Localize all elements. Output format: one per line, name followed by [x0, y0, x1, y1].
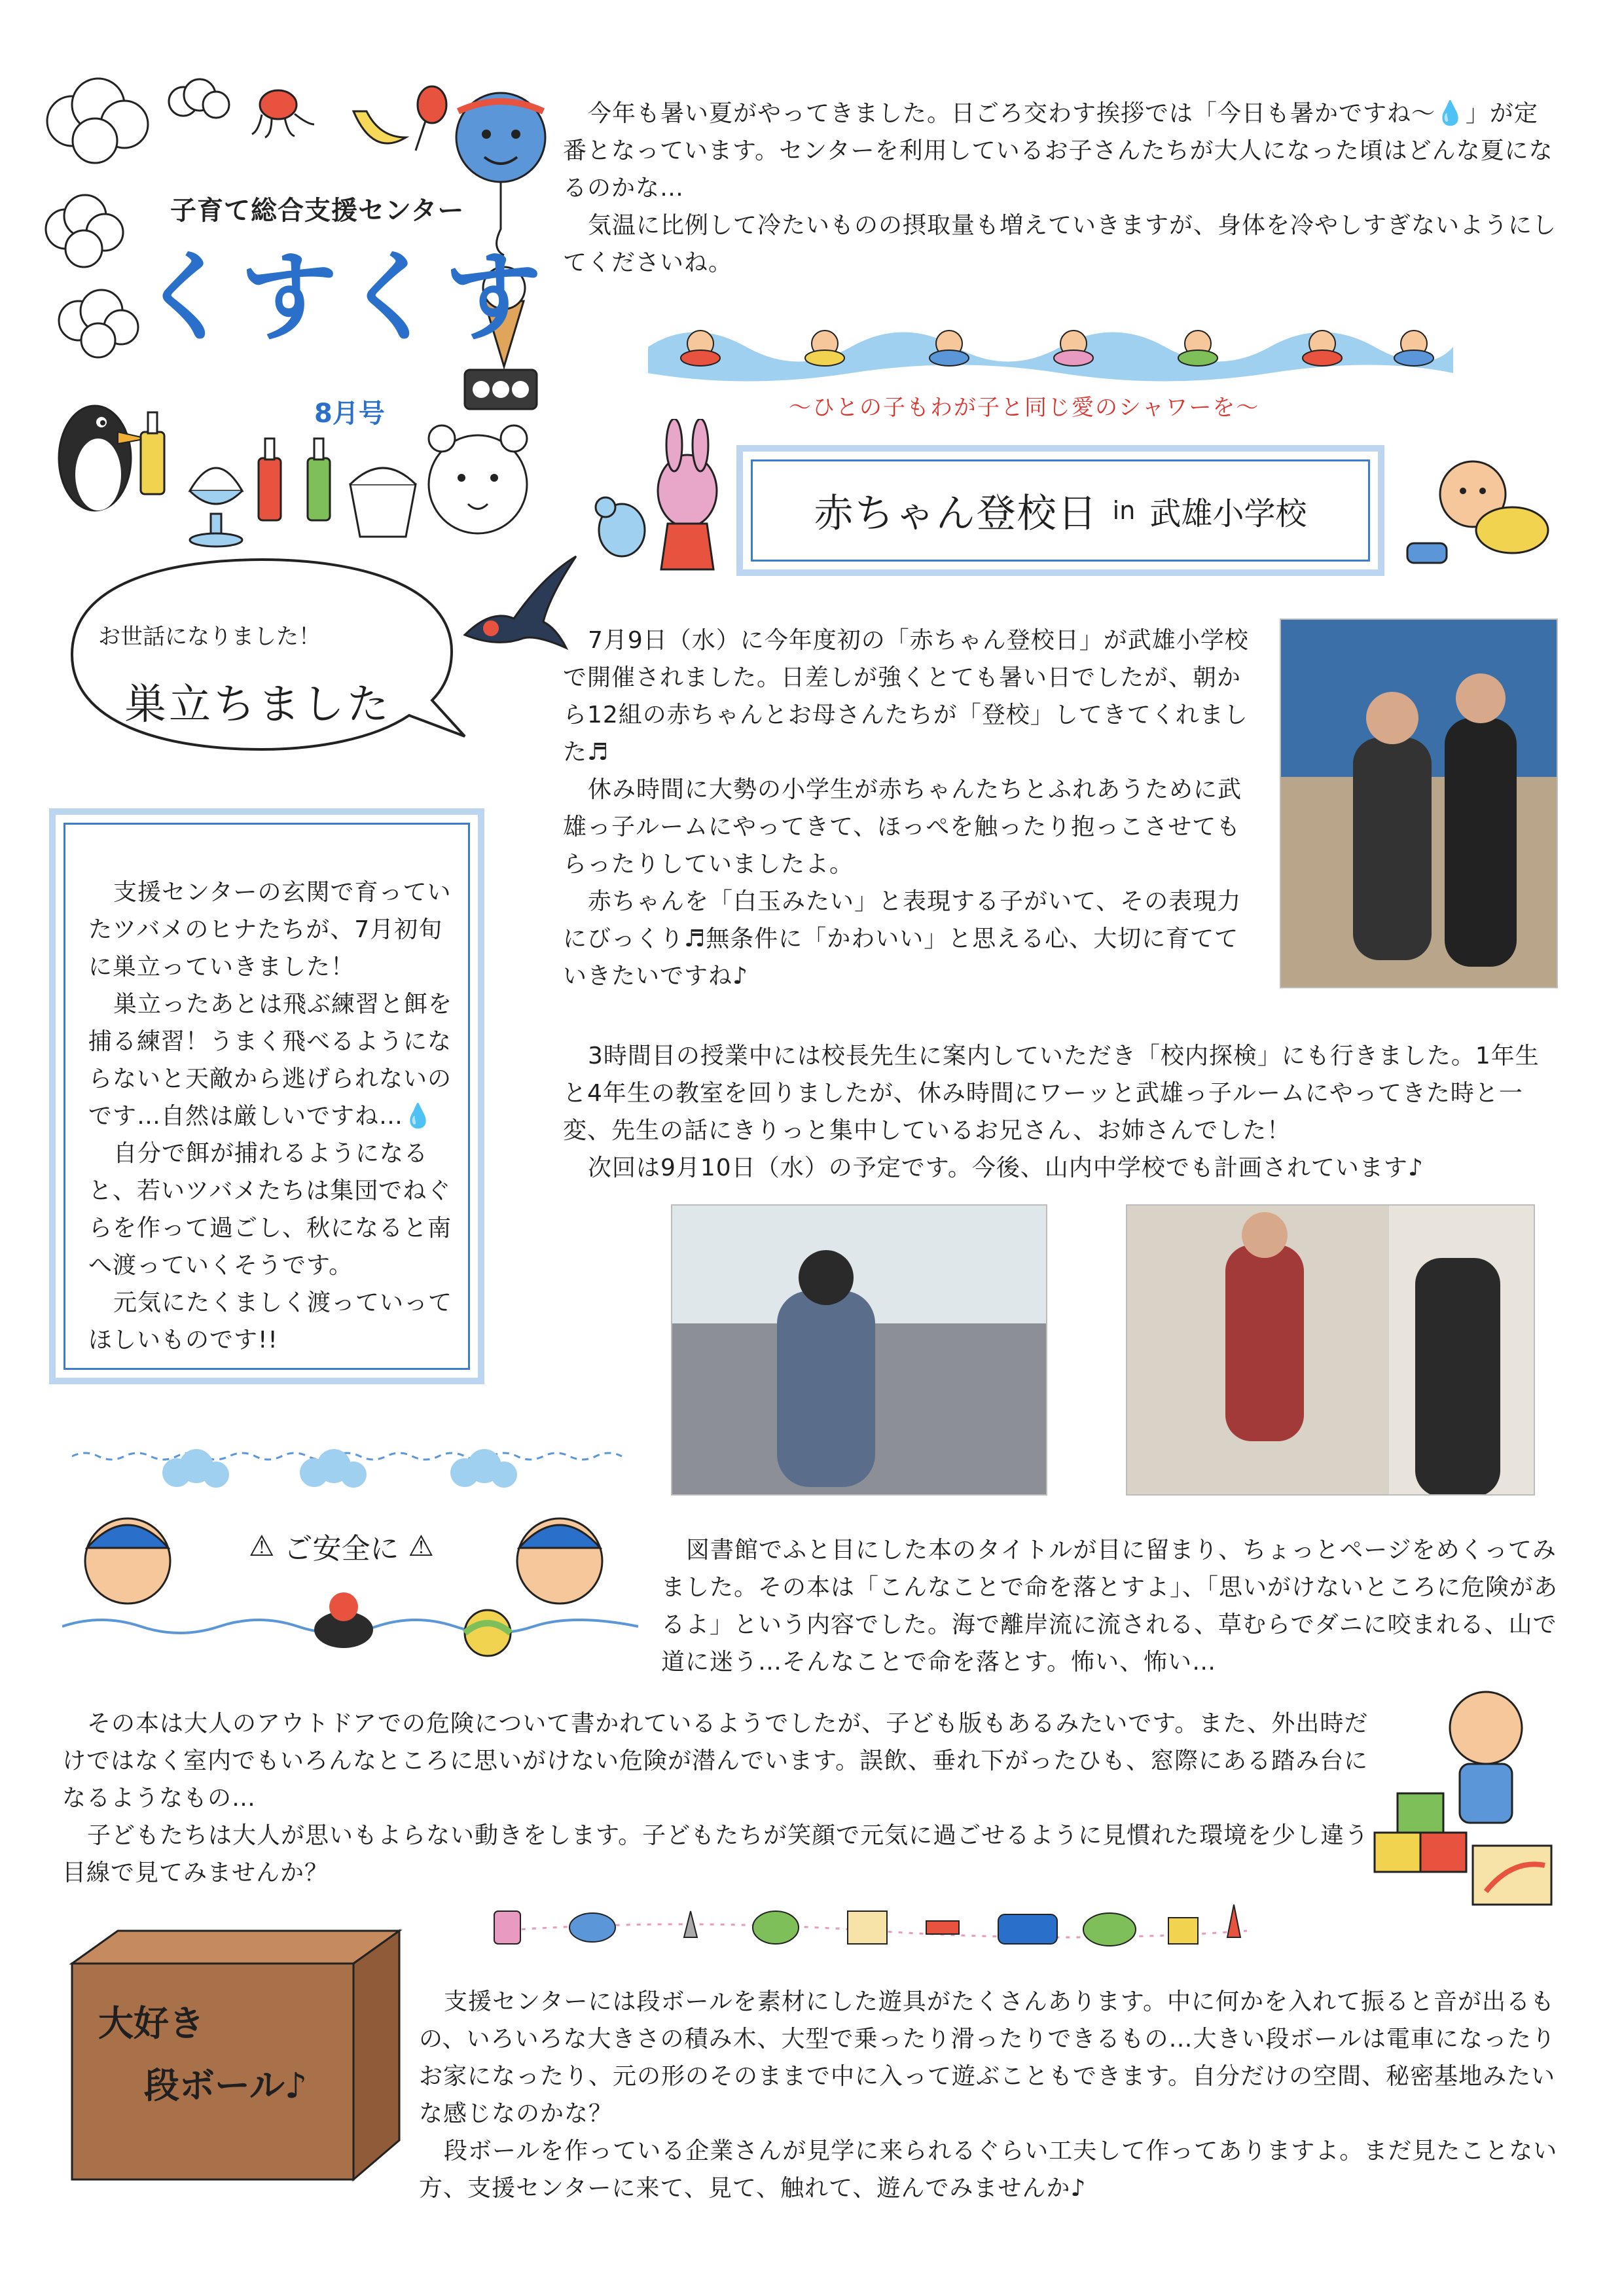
swallow-text [88, 874, 455, 1359]
safety-paragraph: その本は大人のアウトドアでの危険について書かれているようでしたが、子ども版もあるみたいです。また、外出時だけではなく室内でもいろんなところに思いがけない危険が潜んでいます。誤飲、垂れ下がったひも、窓際にある踏み台になるようなもの… [62, 1710, 1369, 1812]
bear-icon [429, 425, 527, 533]
watering-can-icon [569, 1913, 615, 1942]
fan-icon [416, 86, 446, 151]
baby-day-school: 武雄小学校 [1149, 495, 1307, 532]
photo-placeholder-1 [1281, 620, 1558, 988]
sand-mold-icon [848, 1911, 887, 1944]
center-name: 子育て総合支援センター [170, 196, 465, 226]
banana-icon [353, 111, 406, 143]
baby-day-photo-1 [1280, 619, 1558, 988]
baby-day-heading-in: in [1112, 496, 1136, 525]
bubble-caption: お世話になりました！ [98, 624, 321, 650]
bottle-icon [141, 412, 164, 494]
balloon-face-icon [456, 93, 545, 255]
pudding-mold-icon [1168, 1918, 1198, 1944]
cardboard-text [419, 1983, 1561, 2207]
toys-divider [481, 1892, 1267, 1964]
swallow-paragraph: 元気にたくましく渡っていってほしいものです!! [88, 1289, 453, 1354]
warning-icon: ⚠ [249, 1529, 275, 1563]
baby-day-heading: 赤ちゃん登校日 [814, 491, 1098, 537]
toy-truck-icon [998, 1914, 1057, 1944]
beach-ball-icon [465, 1610, 511, 1656]
baby-day-photo-3 [1126, 1204, 1535, 1496]
safety-paragraph: 図書館でふと目にした本のタイトルが目に留まり、ちょっとページをめくってみました。その本は「こんなことで命を落とすよ」、「思いがけないところに危険があるよ」という内容でした。海で離岸流に流される、草むらでダニに咬まれる、山で道に迷う…そんなことで命を落とす。怖い、怖い… [661, 1537, 1559, 1676]
newsletter-title: くすくす [137, 241, 547, 355]
swallow-box [49, 808, 484, 1384]
cardboard-label-line2: 段ボール♪ [144, 2065, 308, 2106]
safety-text-full [62, 1705, 1371, 1892]
baby-day-paragraph: 赤ちゃんを「白玉みたい」と表現する子がいて、その表現力にびっくり♬無条件に「かわいい」と思える心、大切に育てていきたいですね♪ [563, 888, 1242, 990]
swallow-box-inner [63, 823, 470, 1370]
baby-day-text-2 [563, 1037, 1561, 1187]
warning-icon: ⚠ [408, 1529, 434, 1563]
bubble-heading: 巣立ちました [124, 681, 391, 729]
bucket-icon [494, 1911, 520, 1944]
cloud-icon [47, 79, 148, 163]
photo-placeholder-3 [1127, 1206, 1535, 1496]
swimmer-icon [517, 1518, 602, 1604]
cloud-icon [59, 290, 138, 357]
octopus-icon [252, 90, 314, 137]
safety-paragraph: 子どもたちは大人が思いもよらない動きをします。子どもたちが笑顔で元気に過ごせるように見慣れた環境を少し違う目線で見てみませんか？ [62, 1822, 1369, 1886]
cardboard-label-line1: 大好き [98, 2003, 204, 2044]
baby-day-photo-2 [671, 1204, 1047, 1496]
baby-day-text [563, 622, 1257, 995]
penguin-icon [314, 1592, 373, 1648]
baby-day-paragraph: 7月9日（水）に今年度初の「赤ちゃん登校日」が武雄小学校で開催されました。日差しが強くとても暑い日でしたが、朝から12組の赤ちゃんとお母さんたちが「登校」してきてくれました♬ [563, 627, 1249, 766]
sushi-icon [465, 370, 537, 409]
cloud-icon [46, 195, 123, 267]
intro-paragraph: 今年も暑い夏がやってきました。日ごろ交わす挨拶では「今日も暑かですね〜💧」が定番となっています。センターを利用しているお子さんたちが大人になった頃はどんな夏になるのかな… [563, 100, 1553, 202]
cloud-icon [162, 1449, 229, 1488]
tagline: 〜ひとの子もわが子と同じ愛のシャワーを〜 [789, 395, 1260, 421]
safety-title: ご安全に [283, 1532, 399, 1566]
swimmer-icon [85, 1518, 170, 1604]
penguin-icon [59, 406, 147, 511]
blocks-child-icon [1368, 1676, 1558, 1911]
cloud-icon [169, 79, 229, 118]
spade-icon [1227, 1905, 1240, 1937]
swimming-kids-illustration [62, 1496, 638, 1679]
cardboard-paragraph: 段ボールを作っている企業さんが見学に来られるぐらい工夫して作ってありますよ。まだ見たことない方、支援センターに来て、見て、触れて、遊んでみませんか♪ [419, 2138, 1558, 2202]
baby-day-paragraph: 休み時間に大勢の小学生が赤ちゃんたちとふれあうために武雄っ子ルームにやってきて、ほっぺを触ったり抱っこさせてもらったりしていましたよ。 [563, 776, 1242, 878]
rake-icon [926, 1921, 959, 1934]
speech-bubble [52, 553, 471, 756]
swimmer-icon [1178, 331, 1218, 366]
photo-placeholder-2 [672, 1206, 1047, 1496]
bottle-icon [308, 439, 330, 520]
swallow-paragraph: 巣立ったあとは飛ぶ練習と餌を捕る練習！うまく飛べるようにならないと天敵から逃げられないのです…自然は厳しいですね…💧 [88, 991, 453, 1130]
crawling-baby-icon [1401, 452, 1558, 569]
swimming-children-banner [641, 311, 1460, 383]
bucket-icon [350, 468, 416, 537]
issue-label: 8月号 [314, 399, 385, 429]
swimmer-icon [805, 331, 844, 366]
masthead [33, 59, 550, 556]
cardboard-box-icon [59, 1924, 425, 2186]
swallow-paragraph: 支援センターの玄関で育っていたツバメのヒナたちが、7月初旬に巣立っていきました！ [88, 879, 452, 980]
baby-day-heading-inner [751, 459, 1370, 562]
shaved-ice-icon [190, 468, 242, 547]
swallow-paragraph: 自分で餌が捕れるようになると、若いツバメたちは集団でねぐらを作って過ごし、秋になると南へ渡っていくそうです。 [88, 1140, 452, 1279]
safety-title-row [249, 1525, 434, 1567]
bottle-icon [259, 439, 281, 520]
frog-mold-icon [1083, 1913, 1136, 1946]
baby-day-paragraph: 3時間目の授業中には校長先生に案内していただき「校内探検」にも行きました。1年生と4年生の教室を回りましたが、休み時間にワーッと武雄っ子ルームにやってきた時と一変、先生の話にきりっと集中しているお兄さん、お姉さんでした！ [563, 1043, 1540, 1144]
swimmer-icon [1394, 331, 1434, 366]
cloud-divider [72, 1437, 628, 1496]
baby-day-heading-box [736, 445, 1384, 576]
intro-paragraph: 気温に比例して冷たいものの摂取量も増えていきますが、身体を冷やしすぎないようにしてくださいね。 [563, 212, 1557, 276]
cardboard-box-illustration [59, 1924, 425, 2186]
shovel-icon [684, 1911, 697, 1937]
baby-day-paragraph: 次回は9月10日（水）の予定です。今後、山内中学校でも計画されています♪ [588, 1155, 1424, 1181]
cardboard-paragraph: 支援センターには段ボールを素材にした遊具がたくさんあります。中に何かを入れて振ると音が出るもの、いろいろな大きさの積み木、大型で乗ったり滑ったりできるもの…大きい段ボールは電車になったりお家になったり、元の形のそのままで中に入って遊ぶこともできます。自分だけの空間、秘密基地みたいな感じなのかな？ [419, 1988, 1556, 2127]
sieve-icon [753, 1911, 799, 1944]
rabbit-and-mouse-icon [583, 419, 740, 583]
safety-text-right [661, 1532, 1558, 1681]
intro-text [563, 95, 1558, 281]
